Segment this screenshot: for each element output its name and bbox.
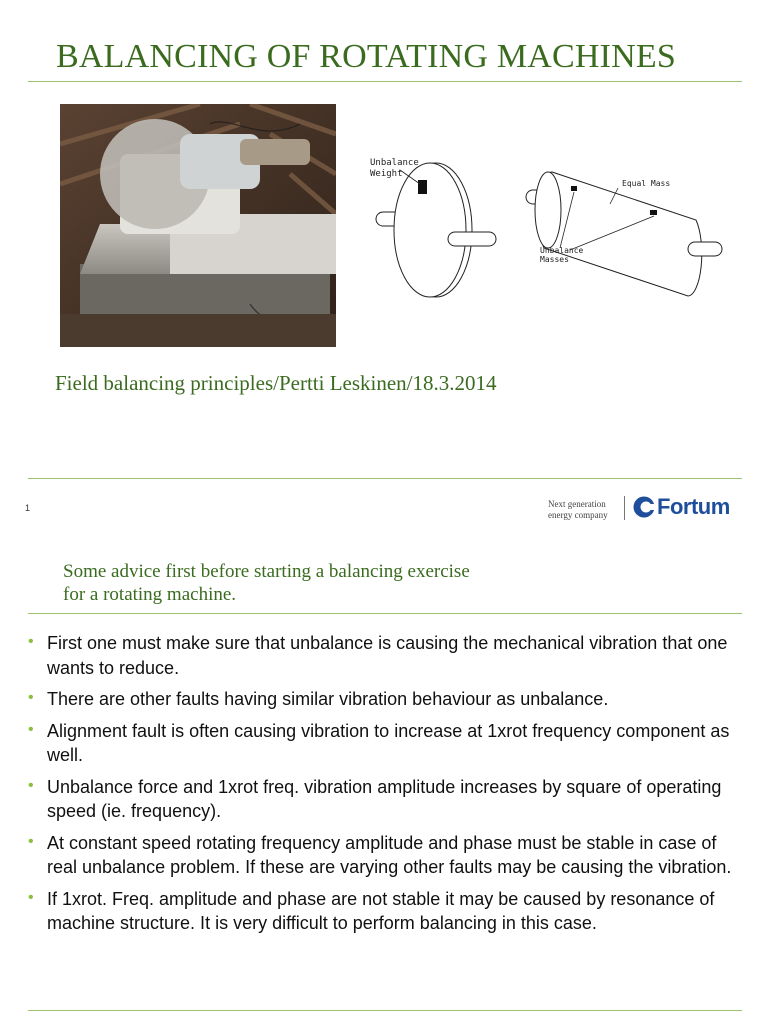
intro-line-2: for a rotating machine. xyxy=(63,584,237,605)
unbalance-mass-2 xyxy=(650,210,657,215)
tagline-line-2: energy company xyxy=(548,510,608,520)
title-divider xyxy=(28,81,742,82)
disk-shaft-right xyxy=(448,232,496,246)
list-item: • At constant speed rotating frequency amplitude and phase must be stable in case of real unbalance problem. If these are varying other faults may be causing the vibration. xyxy=(28,831,740,880)
company-tagline xyxy=(548,499,608,521)
logo-divider xyxy=(624,496,625,520)
slide-subtitle: Field balancing principles/Pertti Leskinen/18.3.2014 xyxy=(55,371,497,395)
page-number: 1 xyxy=(25,503,31,513)
intro-divider xyxy=(28,613,742,614)
unbalance-diagram xyxy=(362,150,740,300)
machine-photo-graphic xyxy=(60,104,336,347)
advice-list xyxy=(28,631,740,943)
rotor-shaft-right xyxy=(688,242,722,256)
rotor-label-masses: Masses xyxy=(540,255,569,264)
rotor-label-unbalance: Unbalance xyxy=(540,246,584,255)
unbalance-diagram-graphic xyxy=(362,150,740,300)
list-item: • Alignment fault is often causing vibration to increase at 1xrot frequency component as well. xyxy=(28,719,740,768)
intro-line-1: Some advice first before starting a balancing exercise xyxy=(63,561,470,582)
list-item: • First one must make sure that unbalance is causing the mechanical vibration that one wants to reduce. xyxy=(28,631,740,680)
rotor-label-equal-mass: Equal Mass xyxy=(622,179,671,188)
intro-text xyxy=(63,560,683,606)
rotor-end-left xyxy=(535,172,561,248)
disk-label-unbalance: Unbalance xyxy=(370,158,419,168)
fortum-logo-icon xyxy=(632,495,656,519)
unbalance-weight-mark xyxy=(418,180,427,194)
machine-photo xyxy=(60,104,336,347)
list-item: • Unbalance force and 1xrot freq. vibration amplitude increases by square of operating speed (ie. frequency). xyxy=(28,775,740,824)
disk-label-weight: Weight xyxy=(370,169,403,179)
fortum-logo-text: Fortum xyxy=(657,494,730,519)
disk-front-face xyxy=(394,163,466,297)
bottom-divider xyxy=(28,1010,742,1011)
fortum-logo xyxy=(632,494,730,520)
list-item: • There are other faults having similar vibration behaviour as unbalance. xyxy=(28,687,740,712)
tagline-line-1: Next generation xyxy=(548,499,606,509)
footer-divider xyxy=(28,478,742,479)
rotor-body xyxy=(538,172,702,296)
list-item: • If 1xrot. Freq. amplitude and phase are not stable it may be caused by resonance of machine structure. It is very difficult to perform balancing in this case. xyxy=(28,887,740,936)
unbalance-mass-1 xyxy=(571,186,577,191)
slide-title: BALANCING OF ROTATING MACHINES xyxy=(56,38,677,75)
